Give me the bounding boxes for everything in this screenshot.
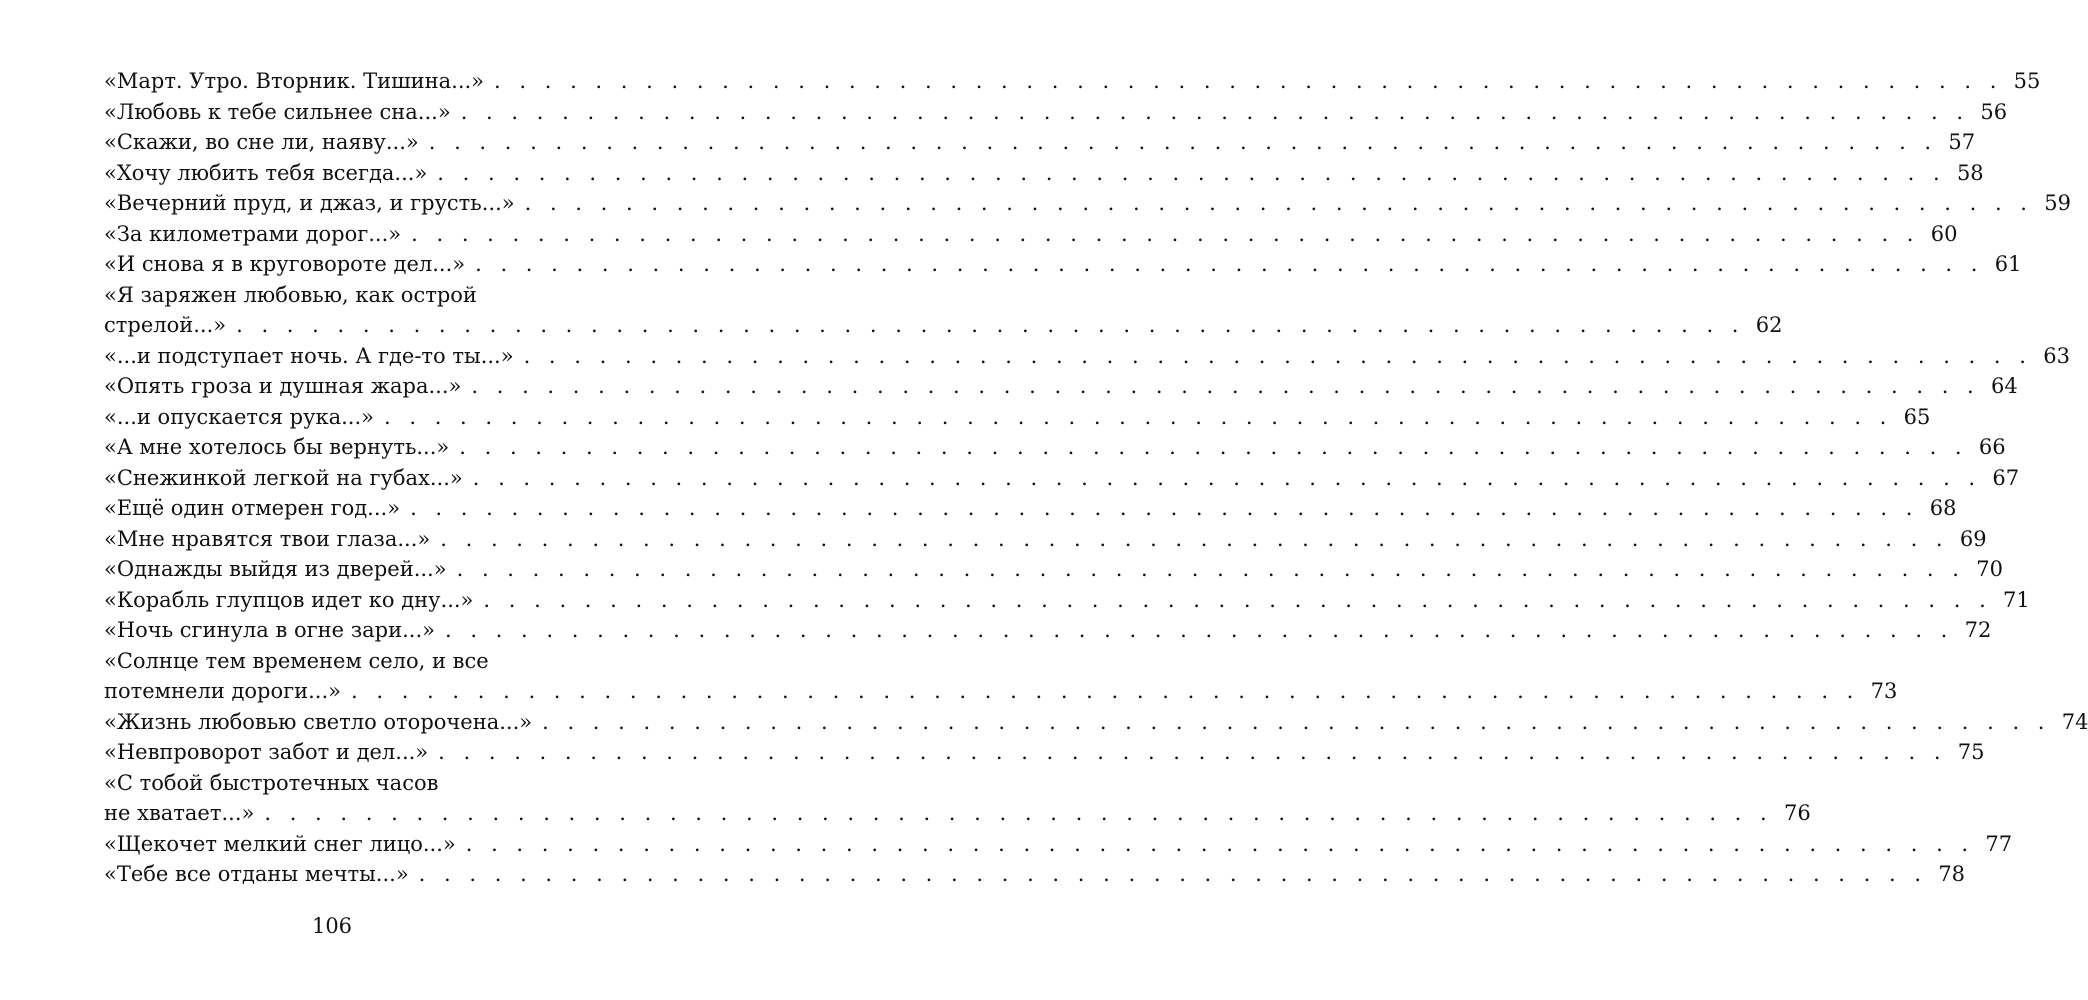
dot-leader: . . . . . . . . . . . . . . . . . . . . . . . . . . . . . . . . . . . . . . . . . . . . . . . . . . . . . . . . . . . . — [542, 709, 2051, 734]
toc-entry — [104, 219, 1958, 250]
toc-entry-title: «Вечерний пруд, и джаз, и грусть...» — [104, 191, 515, 215]
toc-entry-page: 61 — [1994, 252, 2022, 276]
toc-entry-title: «За километрами дорог...» — [104, 221, 402, 246]
toc-entry-page: 65 — [1903, 404, 1931, 429]
toc-entry-page: 64 — [1991, 374, 2018, 398]
dot-leader: . . . . . . . . . . . . . . . . . . . . . . . . . . . . . . . . . . . . . . . . . . . . . . . . . . . . . . . . . . . . — [494, 69, 2003, 93]
toc-entry-page: 74 — [2061, 709, 2088, 734]
dot-leader: . . . . . . . . . . . . . . . . . . . . . . . . . . . . . . . . . . . . . . . . . . . . . . . . . . . . . . . . . . . . — [472, 465, 1982, 490]
toc-entry-page: 71 — [2003, 587, 2030, 612]
toc-entry-page: 59 — [2044, 191, 2071, 215]
dot-leader: . . . . . . . . . . . . . . . . . . . . . . . . . . . . . . . . . . . . . . . . . . . . . . . . . . . . . . . . . . . . — [471, 374, 1980, 398]
toc-entry — [104, 127, 1976, 158]
toc-entry-title: «Опять гроза и душная жара...» — [104, 374, 462, 398]
toc-entry-page: 76 — [1783, 801, 1811, 825]
toc-entry-page: 66 — [1978, 435, 2006, 459]
toc-entry-page: 73 — [1870, 679, 1898, 703]
toc-entry-title: «Солнце тем временем село, и все — [104, 648, 489, 673]
dot-leader: . . . . . . . . . . . . . . . . . . . . . . . . . . . . . . . . . . . . . . . . . . . . . . . . . . . . . . . . . . . . — [410, 496, 1919, 520]
toc-entry-title: «А мне хотелось бы вернуть...» — [104, 435, 450, 459]
dot-leader: . . . . . . . . . . . . . . . . . . . . . . . . . . . . . . . . . . . . . . . . . . . . . . . . . . . . . . . . . . . . — [236, 313, 1745, 337]
toc-entry — [104, 402, 1931, 433]
toc-entry-title: «Мне нравятся твои глаза...» — [104, 526, 431, 551]
toc-entry-page: 57 — [1948, 130, 1976, 154]
dot-leader: . . . . . . . . . . . . . . . . . . . . . . . . . . . . . . . . . . . . . . . . . . . . . . . . . . . . . . . . . . . . — [264, 801, 1773, 825]
toc-entry-page: 63 — [2043, 343, 2070, 368]
toc-entry-title: «Невпроворот забот и дел...» — [104, 740, 429, 764]
toc-entry-page: 70 — [1976, 557, 2003, 581]
toc-entry — [104, 249, 2022, 280]
toc-entry — [104, 615, 1992, 646]
toc-entry-title: «С тобой быстротечных часов — [104, 770, 439, 795]
toc-entry-title: «Тебе все отданы мечты...» — [104, 862, 409, 886]
toc-entry — [104, 341, 2070, 372]
toc-entry-title: «Жизнь любовью светло оторочена...» — [104, 709, 533, 734]
toc-entry — [104, 371, 2018, 402]
toc-entry-title: стрелой...» — [104, 313, 227, 337]
dot-leader: . . . . . . . . . . . . . . . . . . . . . . . . . . . . . . . . . . . . . . . . . . . . . . . . . . . . . . . . . . . . — [524, 191, 2033, 215]
toc-entry-title: «Хочу любить тебя всегда...» — [104, 160, 428, 185]
toc-entry-page: 55 — [2013, 69, 2041, 93]
toc-entry-page: 68 — [1929, 496, 1957, 520]
table-of-contents — [104, 66, 2088, 890]
toc-entry — [104, 188, 2071, 219]
dot-leader: . . . . . . . . . . . . . . . . . . . . . . . . . . . . . . . . . . . . . . . . . . . . . . . . . . . . . . . . . . . . — [351, 679, 1860, 703]
toc-entry — [104, 432, 2006, 463]
toc-entry — [104, 585, 2030, 616]
toc-entry-page: 72 — [1964, 618, 1992, 642]
toc-entry-title: «Ночь сгинула в огне зари...» — [104, 618, 435, 642]
toc-entry-page: 75 — [1957, 740, 1985, 764]
dot-leader: . . . . . . . . . . . . . . . . . . . . . . . . . . . . . . . . . . . . . . . . . . . . . . . . . . . . . . . . . . . . — [444, 618, 1954, 642]
toc-entry-title: «Март. Утро. Вторник. Тишина...» — [104, 69, 485, 93]
toc-entry-title: не хватает...» — [104, 801, 255, 825]
toc-entry-title: «Скажи, во сне ли, наяву...» — [104, 130, 419, 154]
toc-entry-title: «Ещё один отмерен год...» — [104, 496, 401, 520]
dot-leader: . . . . . . . . . . . . . . . . . . . . . . . . . . . . . . . . . . . . . . . . . . . . . . . . . . . . . . . . . . . . — [411, 221, 1920, 246]
dot-leader: . . . . . . . . . . . . . . . . . . . . . . . . . . . . . . . . . . . . . . . . . . . . . . . . . . . . . . . . . . . . — [523, 343, 2032, 368]
dot-leader: . . . . . . . . . . . . . . . . . . . . . . . . . . . . . . . . . . . . . . . . . . . . . . . . . . . . . . . . . . . . — [483, 587, 1992, 612]
dot-leader: . . . . . . . . . . . . . . . . . . . . . . . . . . . . . . . . . . . . . . . . . . . . . . . . . . . . . . . . . . . . — [456, 557, 1965, 581]
toc-entry — [104, 524, 1987, 555]
toc-entry — [104, 707, 2088, 738]
toc-entry — [104, 554, 2003, 585]
toc-entry — [104, 768, 1811, 829]
dot-leader: . . . . . . . . . . . . . . . . . . . . . . . . . . . . . . . . . . . . . . . . . . . . . . . . . . . . . . . . . . . . — [418, 862, 1928, 886]
toc-entry-page: 78 — [1938, 862, 1966, 886]
dot-leader: . . . . . . . . . . . . . . . . . . . . . . . . . . . . . . . . . . . . . . . . . . . . . . . . . . . . . . . . . . . . — [438, 740, 1947, 764]
dot-leader: . . . . . . . . . . . . . . . . . . . . . . . . . . . . . . . . . . . . . . . . . . . . . . . . . . . . . . . . . . . . — [384, 404, 1893, 429]
toc-entry — [104, 646, 1898, 707]
dot-leader: . . . . . . . . . . . . . . . . . . . . . . . . . . . . . . . . . . . . . . . . . . . . . . . . . . . . . . . . . . . . — [428, 130, 1938, 154]
dot-leader: . . . . . . . . . . . . . . . . . . . . . . . . . . . . . . . . . . . . . . . . . . . . . . . . . . . . . . . . . . . . — [460, 99, 1970, 124]
toc-entry — [104, 66, 2041, 97]
toc-entry-title: «...и подступает ночь. А где-то ты...» — [104, 343, 514, 368]
toc-entry-page: 60 — [1930, 221, 1958, 246]
toc-entry-title: «И снова я в круговороте дел...» — [104, 252, 466, 276]
toc-entry — [104, 97, 2008, 128]
page-number: 106 — [311, 914, 353, 938]
toc-entry-title: «Однажды выйдя из дверей...» — [104, 557, 447, 581]
toc-entry — [104, 859, 1966, 890]
toc-entry-page: 69 — [1959, 526, 1987, 551]
toc-entry-page: 67 — [1992, 465, 2020, 490]
toc-entry-page: 62 — [1755, 313, 1783, 337]
toc-entry-title: «Я заряжен любовью, как острой — [104, 282, 477, 307]
toc-entry-title: «Корабль глупцов идет ко дну...» — [104, 587, 474, 612]
toc-entry-page: 58 — [1956, 160, 1984, 185]
dot-leader: . . . . . . . . . . . . . . . . . . . . . . . . . . . . . . . . . . . . . . . . . . . . . . . . . . . . . . . . . . . . — [459, 435, 1968, 459]
toc-entry-title: «Щекочет мелкий снег лицо...» — [104, 831, 456, 856]
toc-entry — [104, 463, 2020, 494]
toc-entry — [104, 829, 2013, 860]
dot-leader: . . . . . . . . . . . . . . . . . . . . . . . . . . . . . . . . . . . . . . . . . . . . . . . . . . . . . . . . . . . . — [475, 252, 1984, 276]
dot-leader: . . . . . . . . . . . . . . . . . . . . . . . . . . . . . . . . . . . . . . . . . . . . . . . . . . . . . . . . . . . . — [465, 831, 1975, 856]
toc-entry-page: 77 — [1985, 831, 2013, 856]
toc-entry-title: потемнели дороги...» — [104, 679, 341, 703]
toc-entry-title: «...и опускается рука...» — [104, 404, 374, 429]
dot-leader: . . . . . . . . . . . . . . . . . . . . . . . . . . . . . . . . . . . . . . . . . . . . . . . . . . . . . . . . . . . . — [437, 160, 1946, 185]
toc-entry-title: «Любовь к тебе сильнее сна...» — [104, 99, 451, 124]
toc-entry-title: «Снежинкой легкой на губах...» — [104, 465, 463, 490]
dot-leader: . . . . . . . . . . . . . . . . . . . . . . . . . . . . . . . . . . . . . . . . . . . . . . . . . . . . . . . . . . . . — [440, 526, 1949, 551]
toc-entry-page: 56 — [1980, 99, 2008, 124]
toc-entry — [104, 158, 1984, 189]
toc-entry — [104, 493, 1957, 524]
toc-entry — [104, 280, 1783, 341]
toc-entry — [104, 737, 1985, 768]
